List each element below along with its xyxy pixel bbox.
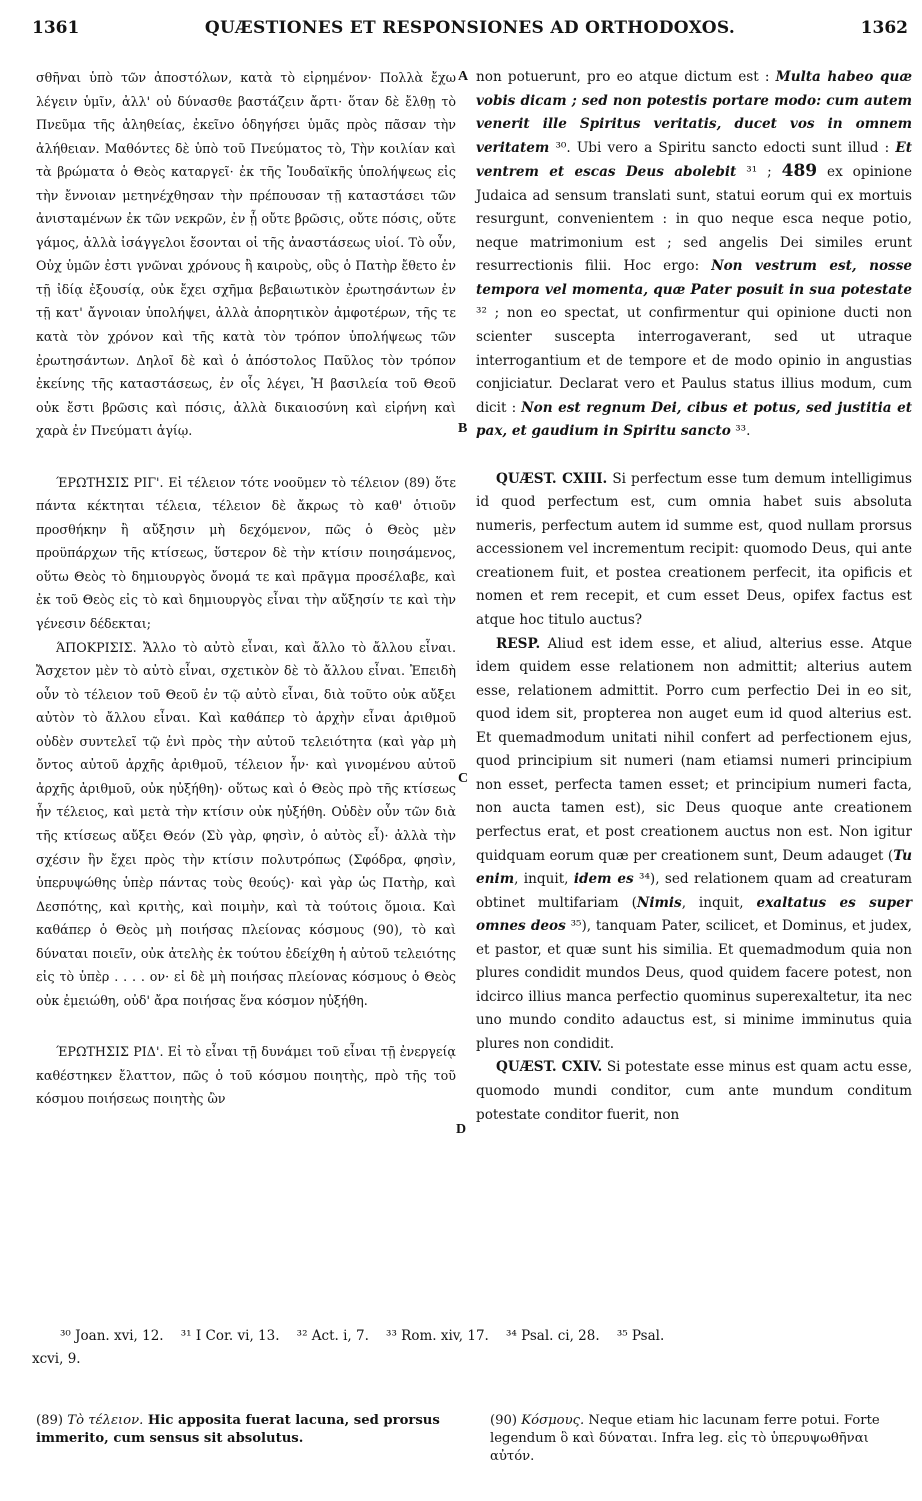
question-label: QUÆST. CXIV.: [496, 1059, 603, 1076]
latin-question-113: [476, 468, 912, 633]
latin-text: Si potestate esse minus est quam actu esse, quomodo mundi conditor, cum ante mundum conditum potestate conditor fuerit, non: [476, 1059, 913, 1123]
latin-text: ³³.: [730, 423, 751, 440]
latin-quote: idem es: [573, 871, 634, 888]
margin-letter-a: A: [458, 69, 469, 84]
latin-quote: exaltatus es super omnes deos: [476, 894, 912, 935]
scripture-references: [32, 1325, 910, 1371]
note-label: (90): [490, 1413, 518, 1428]
latin-text: ³² ; non eo spectat, ut confirmentur qui opinione ducti non scienter suscepta interrogaverant, sed ut utraque interrogantium et de tempore et de modo opinio in angustias conjiciatur. Declarat vero et Paulus status illius modum, cum dicit :: [476, 305, 912, 416]
margin-letter-c: C: [458, 771, 469, 786]
greek-question-114: ΈΡΩΤΗΣΙΣ ΡΙΔ'. Εἰ τὸ εἶναι τῇ δυνάμει τοῦ εἶναι τῇ ἐνεργείᾳ καθέστηκεν ἔλαττον, πῶς ὁ τοῦ κόσμου ποιητὴς, πρὸ τῆς τοῦ κόσμου ποιήσεως ποιητὴς ὢν: [36, 1044, 456, 1107]
latin-question-114: [476, 1056, 912, 1127]
note-text: Hic apposita fuerat lacuna, sed prorsus immerito, cum sensus sit absolutus.: [36, 1413, 440, 1446]
latin-quote: Multa habeo quæ vobis dicam ; sed non potestis portare modo: cum autem venerit ille Spiritus veritatis, ducet vos in omnem veritatem: [476, 69, 912, 156]
page-number-left: 1361: [32, 18, 80, 38]
response-label: RESP.: [496, 635, 541, 652]
latin-text: ³⁴), sed relationem quam ad creaturam obtinet multifariam (: [476, 871, 912, 911]
latin-quote: Tu enim: [476, 847, 912, 888]
note-text: Neque etiam hic lacunam ferre potui. Forte legendum ὃ καὶ δύναται. Infra leg. εἰς τὸ ὑπερυψωθῆναι αὐτόν.: [490, 1413, 880, 1464]
latin-text: ³⁵), tanquam Pater, scilicet, et Dominus, et judex, et pastor, et quæ sunt his similia. Et quemadmodum quia non plures condidit mundos Deus, quod quidem facere potest, non idcirco illius manca perfectio quominus superexaltetur, ita nec uno mundo condito adauctus est, si minime imminutus quia plures non condidit.: [476, 918, 912, 1052]
latin-quote: Nimis: [636, 894, 682, 911]
note-term: Κόσμους.: [521, 1413, 585, 1428]
page-number-right: 1362: [860, 18, 908, 38]
latin-quote: Non vestrum est, nosse tempora vel momenta, quæ Pater posuit in sua potestate: [476, 258, 912, 298]
latin-quote: Non est regnum Dei, cibus et potus, sed justitia et pax, et gaudium in Spiritu sancto: [476, 399, 912, 440]
note-term: Τὸ τέλειον.: [67, 1413, 144, 1428]
latin-column: [476, 66, 912, 1127]
reference-line-1: ³⁰ Joan. xvi, 12. ³¹ I Cor. vi, 13. ³² Act. i, 7. ³³ Rom. xiv, 17. ³⁴ Psal. ci, 28. ³⁵ Psal.: [60, 1328, 665, 1344]
latin-paragraph-1: [476, 66, 912, 444]
latin-quote: Et ventrem et escas Deus abolebit: [476, 139, 912, 181]
question-label: QUÆST. CXIII.: [496, 470, 608, 487]
latin-text: Aliud est idem esse, et aliud, alterius esse. Atque idem quidem esse relationem non admittit; alterius autem esse, relationem admittit. Porro cum perfectio Dei in eo sit, quod idem sit, propterea non auget eum id quod alterius est. Et quemadmodum unitati nihil confert ad perfectionem ejus, quod principium sit numeri (nam etiamsi numeri principium non esset, perfecta tamen esset; et principium numeri facta, non aucta tamen est), sic Deus quoque ante creationem perfectus erat, et post creationem auctus non est. Non igitur quidquam eorum quæ per creationem sunt, Deum adauget (: [476, 635, 912, 864]
editor-note-90: [490, 1412, 910, 1466]
margin-letter-d: D: [456, 1122, 467, 1137]
latin-text: , inquit,: [514, 871, 574, 888]
latin-response-113: [476, 633, 912, 1057]
greek-column: [36, 66, 456, 1111]
editor-note-89: [36, 1412, 456, 1448]
latin-text: ³⁰. Ubi vero a Spiritu sancto edocti sunt illud :: [549, 139, 896, 156]
note-label: (89): [36, 1413, 64, 1428]
running-title: QUÆSTIONES ET RESPONSIONES AD ORTHODOXOS.: [204, 18, 736, 38]
greek-question-113: ΈΡΩΤΗΣΙΣ ΡΙΓ'. Εἰ τέλειον τότε νοοῦμεν τὸ τέλειον (89) ὅτε πάντα κέκτηται τέλεια, τέλειον δὲ ἄκρως τὸ καθ' ὁτιοῦν προσθήκην ἢ αὔξησιν μὴ δεχόμενον, πῶς ὁ Θεὸς μὲν προϋπάρχων τῆς κτίσεως, ὕστερον δὲ τὴν κτίσιν ποιησάμενος, οὕτω Θεὸς τὸ δημιουργὸς ὄνομά τε καὶ πρᾶγμα προσέλαβε, καὶ ἐκ τοῦ Θεὸς εἰς τὸ καὶ δημιουργὸς εἶναι τὴν αὔξησίν τε καὶ τὴν γένεσιν δέδεκται;: [36, 474, 456, 632]
reference-line-2: xcvi, 9.: [32, 1351, 81, 1367]
running-header: [32, 18, 908, 42]
greek-answer-113: ΆΠΟΚΡΙΣΙΣ. Ἄλλο τὸ αὐτὸ εἶναι, καὶ ἄλλο τὸ ἄλλου εἶναι. Ἄσχετον μὲν τὸ αὐτὸ εἶναι, σχετικὸν δὲ τὸ ἄλλου εἶναι. Ἐπειδὴ οὖν τὸ τέλειον τοῦ Θεοῦ ἐν τῷ αὐτὸ εἶναι, διὰ τοῦτο οὐκ αὔξει αὐτὸν τὸ ἄλλου εἶναι. Καὶ καθάπερ τὸ ἀρχὴν εἶναι ἀριθμοῦ οὐδὲν συντελεῖ τῷ ἑνὶ πρὸς τὴν αὐτοῦ τελειότητα (καὶ γὰρ μὴ ὄντος αὐτοῦ ἀρχῆς ἀριθμοῦ, τέλειον ἦν· καὶ γινομένου αὐτοῦ ἀρχῆς ἀριθμοῦ, οὐκ ηὐξήθη)· οὕτως καὶ ὁ Θεὸς πρὸ τῆς κτίσεως ἦν τέλειος, καὶ μετὰ τὴν κτίσιν οὐκ ηὐξήθη. Οὐδὲν οὖν τῶν διὰ τῆς κτίσεως αὔξει Θεόν (Σὺ γὰρ, φησὶν, ὁ αὐτὸς εἶ)· ἀλλὰ τὴν σχέσιν ἣν ἔχει πρὸς τὴν κτίσιν πολυτρόπως (Σφόδρα, φησὶν, ὑπερυψώθης ὑπὲρ πάντας τοὺς θεούς)· καὶ γὰρ ὡς Πατὴρ, καὶ Δεσπότης, καὶ κριτὴς, καὶ ποιμὴν, καὶ τὰ τούτοις ὅμοια. Καὶ καθάπερ ὁ Θεὸς μὴ ποιήσας πλείονας κόσμους (90), τὸ καὶ δύναται ποιεῖν, οὐκ ἀτελὴς ἐκ τούτου ἐδείχθη ἡ αὐτοῦ τελειότης εἰς τὸ ὑπὲρ . . . . ον· εἰ δὲ μὴ ποιήσας πλείονας κόσμους ὁ Θεὸς οὐκ ἐμειώθη, οὐδ' ἄρα ποιήσας ἕνα κόσμον ηὐξήθη.: [36, 639, 456, 1008]
latin-text: ex opinione Judaica ad sensum translati sunt, statui eorum qui ex mortuis resurgunt, convenientem : in quo neque esca neque potio, neque matrimonium est ; sed angelis Dei similes erunt resurrectionis filii. Hoc ergo:: [476, 164, 913, 275]
column-number-489: 489: [781, 161, 818, 182]
latin-text: , inquit,: [681, 894, 757, 911]
latin-text: ³¹ ;: [736, 164, 772, 181]
latin-text: Si perfectum esse tum demum intelligimus id quod perfectum est, cum omnia habet suis absoluta numeris, perfectum autem id summe est, quod nullam prorsus accessionem vel incrementum recipit: quomodo Deus, qui ante creationem fuit, et postea creationem perfecit, ita opificis et nomen et rem recepit, et cum esset Deus, opifex factus est atque hoc titulo auctus?: [476, 470, 912, 629]
latin-text: non potuerunt, pro eo atque dictum est :: [476, 69, 776, 85]
margin-letter-b: B: [458, 421, 468, 436]
greek-paragraph-1: σθῆναι ὑπὸ τῶν ἀποστόλων, κατὰ τὸ εἰρημένον· Πολλὰ ἔχω λέγειν ὑμῖν, ἀλλ' οὐ δύνασθε βαστάζειν ἄρτι· ὅταν δὲ ἔλθῃ τὸ Πνεῦμα τῆς ἀληθείας, ἐκεῖνο ὁδηγήσει ὑμᾶς πρὸς πᾶσαν τὴν ἀλήθειαν. Μαθόντες δὲ ὑπὸ τοῦ Πνεύματος τὸ, Τὴν κοιλίαν καὶ τὰ βρώματα ὁ Θεὸς καταργεῖ· ἐκ τῆς Ἰουδαϊκῆς ὑπολήψεως εἰς τὴν ἔννοιαν μετηνέχθησαν τὴν πρέπουσαν τῇ καταστάσει τῶν ἀνισταμένων ἐκ τῶν νεκρῶν, ἐν ᾗ οὔτε βρῶσις, οὔτε πόσις, οὔτε γάμος, ἀλλὰ ἰσάγγελοι ἔσονται οἱ τῆς ἀναστάσεως υἱοί. Τὸ οὖν, Οὐχ ὑμῶν ἐστι γνῶναι χρόνους ἢ καιροὺς, οὓς ὁ Πατὴρ ἔθετο ἐν τῇ ἰδίᾳ ἐξουσίᾳ, οὐκ ἔχει σχῆμα βεβαιωτικὸν ἐρωτησάντων ἐν τῇ κατ' ἄγνοιαν ὑπολήψει, ἀλλὰ ἀπορητικὸν ἀμφοτέρων, τῆς τε κατὰ τὸν χρόνον καὶ τῆς κατὰ τὸν τρόπον ὑπολήψεως τῶν ἐρωτησάντων. Δηλοῖ δὲ καὶ ὁ ἀπόστολος Παῦλος τὸν τρόπον ἐκείνης τῆς καταστάσεως, ἐν οἷς λέγει, Ἡ βασιλεία τοῦ Θεοῦ οὐκ ἔστι βρῶσις καὶ πόσις, ἀλλὰ δικαιοσύνη καὶ εἰρήνη καὶ χαρὰ ἐν Πνεύματι ἁγίῳ.: [36, 70, 456, 439]
